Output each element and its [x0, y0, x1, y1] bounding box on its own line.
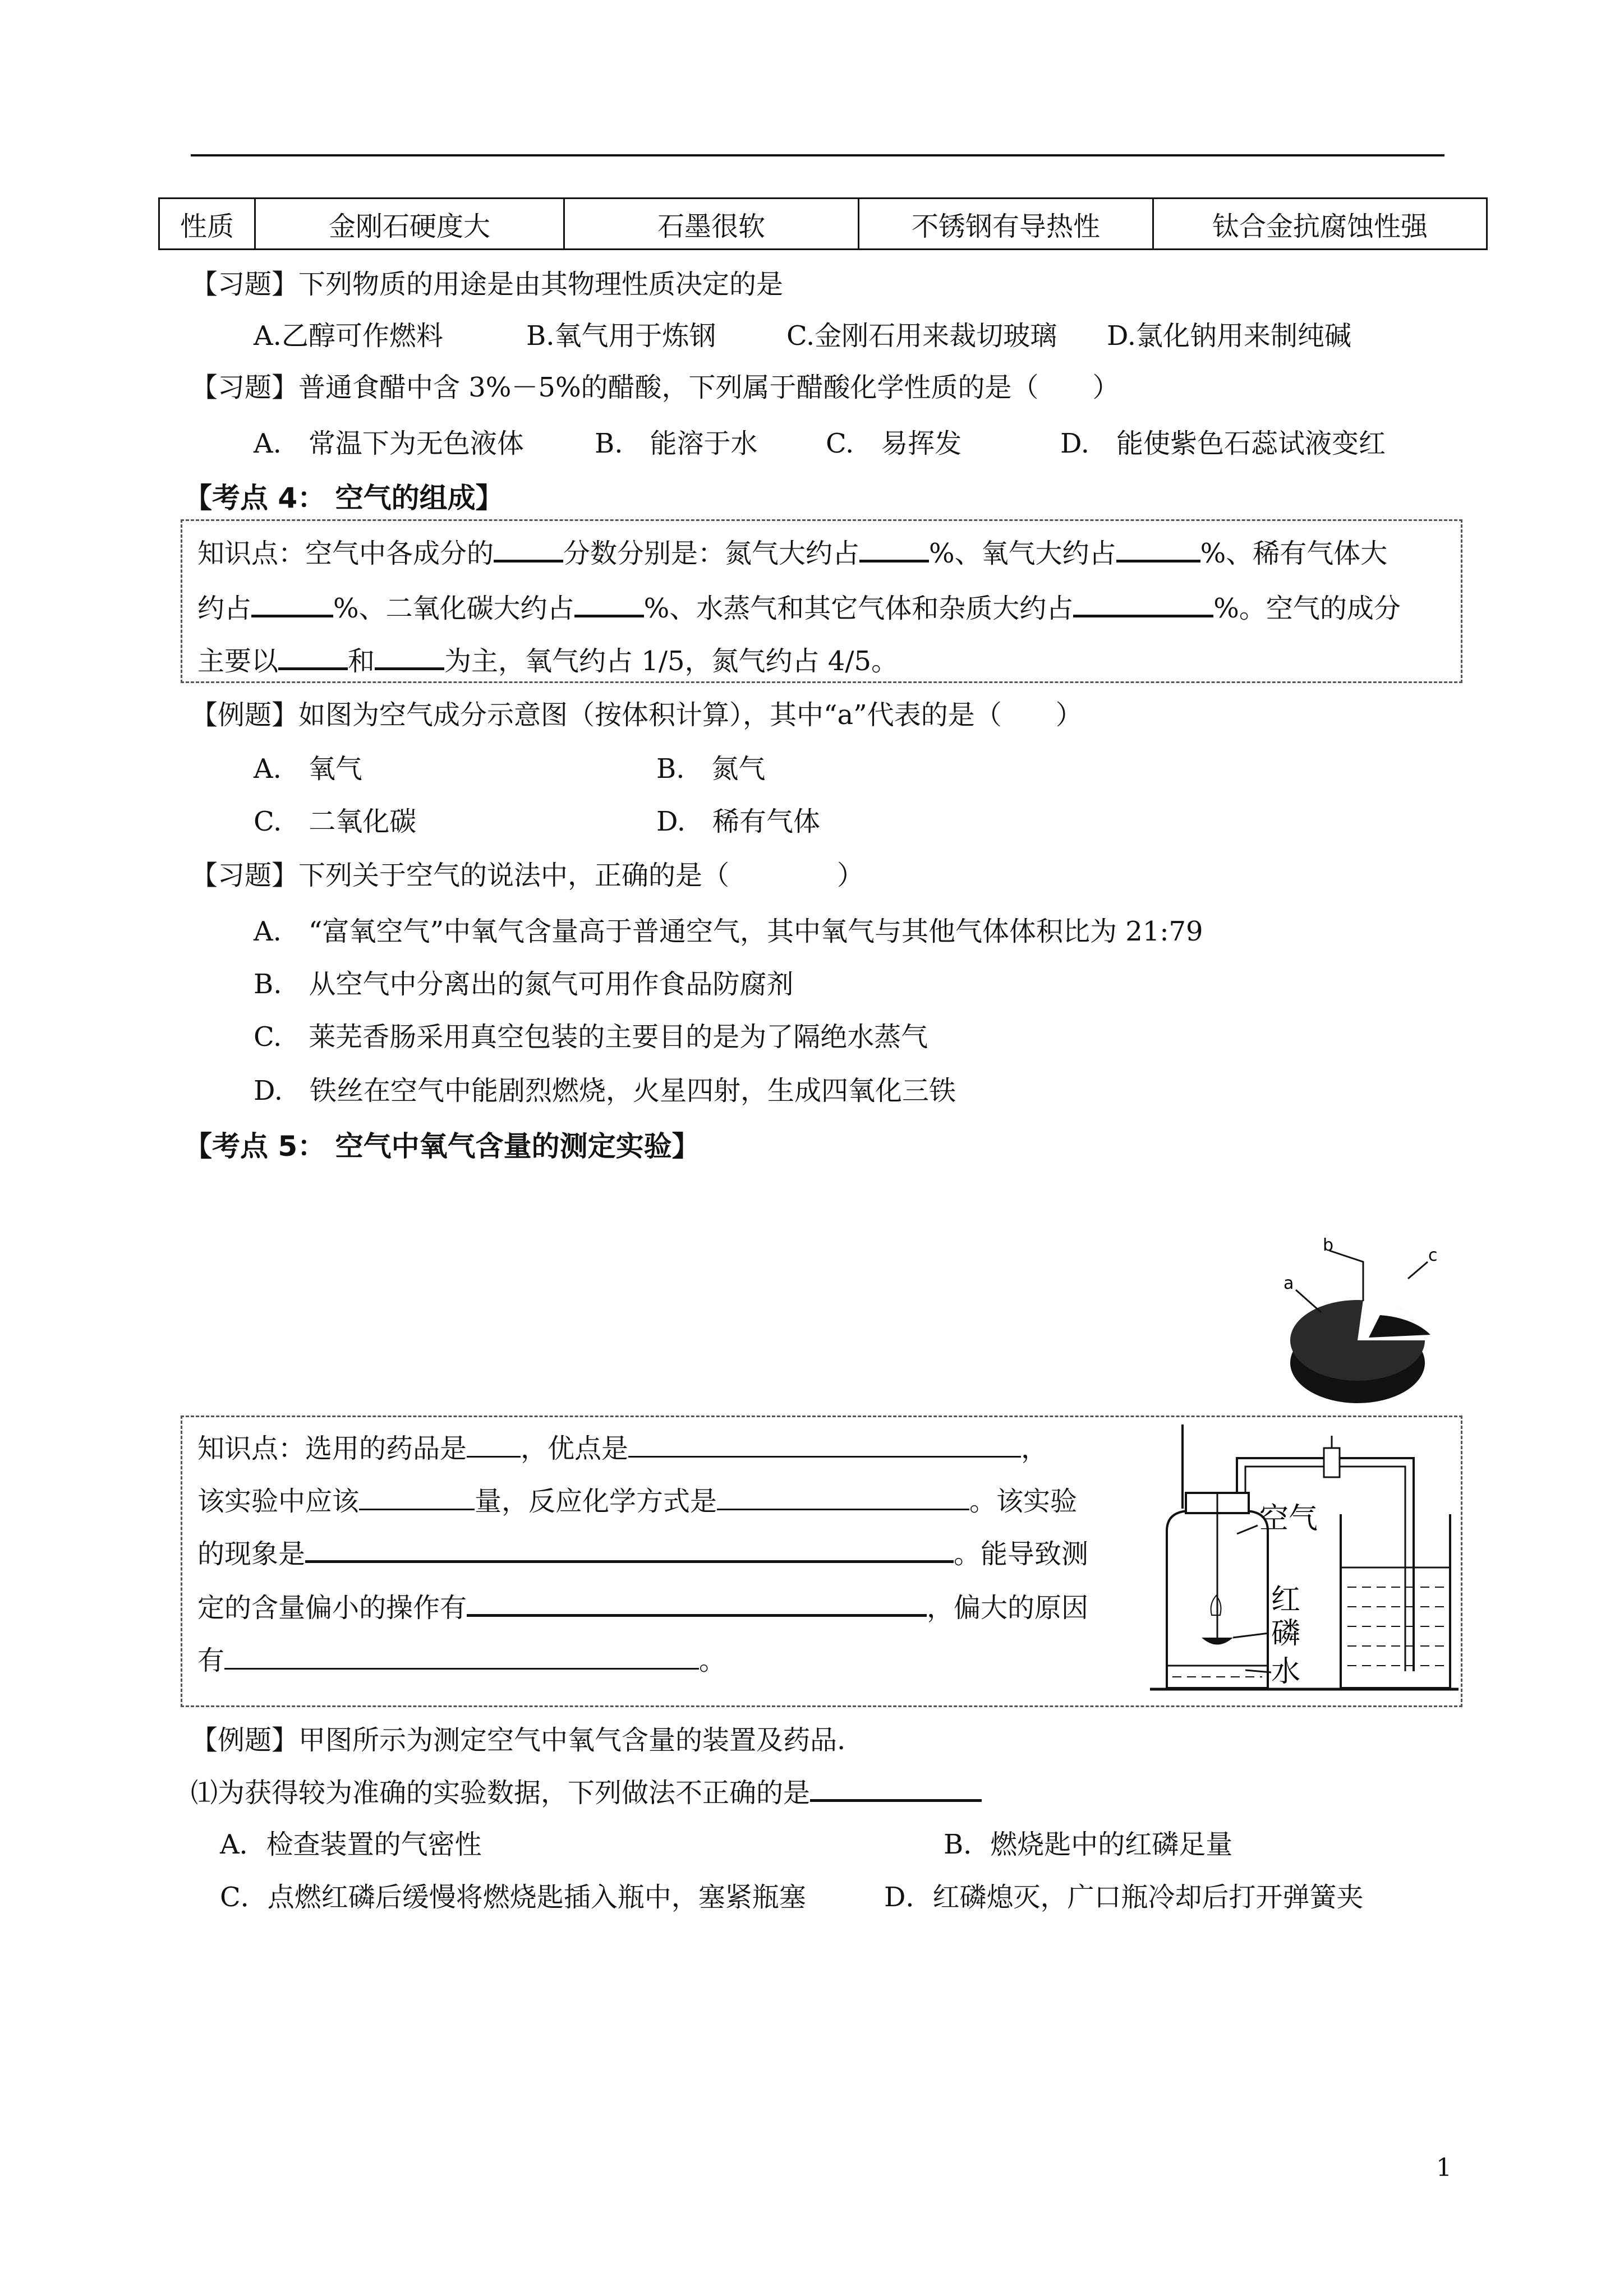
text: 有: [197, 1645, 225, 1676]
fill-blank[interactable]: [467, 1587, 927, 1617]
option: C. 莱芜香肠采用真空包装的主要目的是为了隔绝水蒸气: [254, 1021, 928, 1053]
knowledge-line: [197, 1586, 1088, 1625]
section-title: 【考点 5： 空气中氧气含量的测定实验】: [184, 1130, 700, 1163]
label-line-c: [1408, 1262, 1428, 1279]
knowledge-line: [197, 532, 1387, 570]
text: %。空气的成分: [1213, 593, 1401, 624]
fill-blank[interactable]: [359, 1482, 475, 1510]
sub-question: [191, 1771, 982, 1810]
fill-blank[interactable]: [628, 1429, 1021, 1458]
text: 分数分别是：氮气大约占: [563, 538, 860, 569]
pie-label-a: a: [1283, 1274, 1294, 1293]
option: C. 二氧化碳: [254, 806, 417, 837]
text: 定的含量偏小的操作有: [197, 1592, 467, 1624]
exercise-question: 【习题】下列物质的用途是由其物理性质决定的是: [191, 269, 784, 300]
option: D. 能使紫色石蕊试液变红: [1060, 428, 1386, 459]
fill-blank[interactable]: [1073, 588, 1213, 617]
fill-blank[interactable]: [717, 1482, 969, 1510]
pie-label-b: b: [1323, 1235, 1334, 1255]
table-row: [159, 199, 1487, 250]
label-line-b: [1329, 1251, 1363, 1301]
text: ，偏大的原因: [927, 1592, 1089, 1624]
glass-tube-inner: [1245, 1467, 1405, 1671]
text: ，: [1021, 1433, 1048, 1464]
option: D. 稀有气体: [656, 806, 821, 837]
option: C. 易挥发: [826, 428, 962, 459]
option: D.氯化钠用来制纯碱: [1107, 320, 1352, 352]
page-number: 1: [1436, 2154, 1452, 2182]
option: A.乙醇可作燃料: [254, 320, 443, 352]
text: %、二氧化碳大约占: [333, 593, 574, 624]
text: 量，反应化学方式是: [475, 1486, 717, 1517]
option: D. 铁丝在空气中能剧烈燃烧，火星四射，生成四氧化三铁: [254, 1075, 956, 1106]
label-water: 水: [1271, 1655, 1301, 1689]
knowledge-line: [197, 1479, 1077, 1518]
option: C．点燃红磷后缓慢将燃烧匙插入瓶中，塞紧瓶塞: [220, 1882, 806, 1913]
text: 约占: [197, 593, 252, 624]
text: 该实验中应该: [197, 1486, 360, 1517]
label-line-a: [1296, 1290, 1321, 1312]
knowledge-line: [197, 1427, 1048, 1465]
pie-label-c: c: [1428, 1246, 1438, 1265]
text: 主要以: [197, 646, 279, 677]
text: 和: [348, 646, 375, 677]
fill-blank[interactable]: [494, 533, 563, 563]
header-rule: [191, 154, 1444, 156]
option: B. 能溶于水: [595, 428, 758, 459]
option: B. 氮气: [656, 753, 766, 785]
label-line: [1233, 1633, 1269, 1638]
option: A．检查装置的气密性: [220, 1829, 482, 1860]
fill-blank[interactable]: [1116, 533, 1200, 563]
option: C.金刚石用来裁切玻璃: [786, 320, 1057, 352]
fill-blank[interactable]: [224, 1641, 699, 1670]
label-air: 空气: [1259, 1502, 1318, 1536]
option: A. “富氧空气”中氧气含量高于普通空气，其中氧气与其他气体体积比为 21:79: [254, 916, 1203, 947]
table-cell: 钛合金抗腐蚀性强: [1153, 199, 1487, 250]
example-question: 【例题】甲图所示为测定空气中氧气含量的装置及药品.: [191, 1725, 846, 1756]
fill-blank[interactable]: [278, 640, 348, 670]
text: 的现象是: [197, 1538, 306, 1570]
text: %、水蒸气和其它气体和杂质大约占: [643, 593, 1074, 624]
text: 。能导致测: [954, 1538, 1089, 1570]
table-cell: 石墨很软: [564, 199, 859, 250]
fill-blank[interactable]: [859, 533, 929, 563]
text: 知识点：空气中各成分的: [197, 538, 494, 569]
fill-blank[interactable]: [574, 588, 644, 617]
oxygen-experiment-apparatus: [1139, 1413, 1459, 1705]
section-title: 【考点 4： 空气的组成】: [184, 482, 504, 514]
fill-blank[interactable]: [375, 640, 444, 670]
option: A. 氧气: [254, 753, 362, 785]
option: B. 从空气中分离出的氮气可用作食品防腐剂: [254, 969, 794, 1000]
text: 。: [699, 1645, 726, 1676]
exercise-question: 【习题】下列关于空气的说法中，正确的是（ ）: [191, 860, 864, 891]
option: B.氧气用于炼钢: [526, 320, 716, 352]
text: ⑴为获得较为准确的实验数据，下列做法不正确的是: [191, 1777, 811, 1809]
spoon: [1202, 1638, 1233, 1645]
label-red: 红: [1271, 1583, 1301, 1617]
text: 。该实验: [969, 1486, 1078, 1517]
exercise-question: 【习题】普通食醋中含 3%－5%的醋酸，下列属于醋酸化学性质的是（ ）: [191, 372, 1120, 403]
table-cell: 不锈钢有导热性: [859, 199, 1153, 250]
spring-clamp: [1324, 1448, 1340, 1477]
label-phosphorus: 磷: [1271, 1617, 1301, 1650]
knowledge-line: [197, 587, 1401, 625]
property-table: [158, 197, 1488, 250]
option: B．燃烧匙中的红磷足量: [944, 1829, 1233, 1860]
flame: [1211, 1596, 1221, 1615]
option: A. 常温下为无色液体: [254, 428, 524, 459]
fill-blank[interactable]: [251, 588, 333, 617]
option: D．红磷熄灭，广口瓶冷却后打开弹簧夹: [884, 1882, 1364, 1913]
label-line: [1237, 1525, 1258, 1534]
knowledge-line: [197, 1639, 726, 1677]
beaker: [1341, 1514, 1450, 1688]
fill-blank[interactable]: [305, 1533, 954, 1563]
knowledge-line: [197, 1532, 1088, 1571]
knowledge-line: [197, 639, 898, 678]
text: 为主，氧气约占 1/5，氮气约占 4/5。: [444, 646, 899, 677]
text: %、氧气大约占: [929, 538, 1116, 569]
example-question: 【例题】如图为空气成分示意图（按体积计算），其中“a”代表的是（ ）: [191, 699, 1083, 731]
fill-blank[interactable]: [467, 1429, 521, 1458]
text: 知识点：选用的药品是: [197, 1433, 467, 1464]
glass-tube: [1237, 1458, 1414, 1671]
text: ，优点是: [521, 1433, 629, 1464]
fill-blank[interactable]: [810, 1772, 982, 1802]
air-composition-pie: [1268, 1228, 1453, 1419]
text: %、稀有气体大: [1200, 538, 1388, 569]
table-cell: 性质: [159, 199, 255, 250]
table-cell: 金刚石硬度大: [255, 199, 564, 250]
